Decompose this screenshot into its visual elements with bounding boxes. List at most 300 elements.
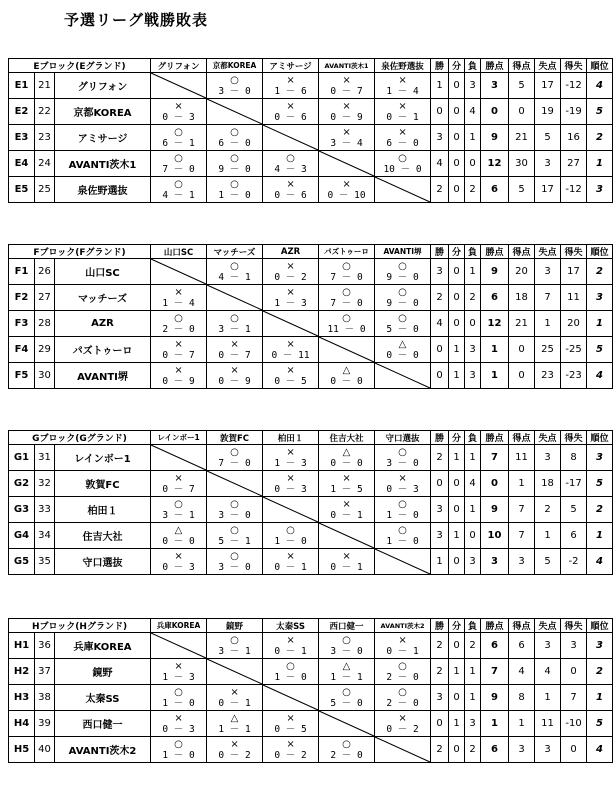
match-score: 2 － 0 [330, 749, 363, 761]
match-result-cell [207, 337, 263, 363]
stat-goal-diff: 16 [561, 125, 587, 151]
stat-rank: 1 [587, 151, 613, 177]
table-row [9, 445, 613, 471]
result-mark: × [286, 286, 295, 298]
table-row [9, 471, 613, 497]
row-id: G5 [9, 549, 35, 575]
match-result-cell [151, 177, 207, 203]
stat-rank: 2 [587, 659, 613, 685]
match-score: 1 － 0 [218, 189, 251, 201]
block-label: Eブロック(Eグランド) [9, 59, 151, 73]
stat-draws: 1 [449, 363, 465, 389]
team-name: AVANTI堺 [55, 363, 151, 389]
header-stat: 分 [449, 59, 465, 73]
match-result-cell [319, 737, 375, 763]
result-mark: ○ [230, 524, 239, 536]
header-stat: 勝点 [481, 619, 509, 633]
match-result-cell [319, 259, 375, 285]
self-match-cell [319, 337, 375, 363]
match-score: 0 － 1 [330, 509, 363, 521]
stat-goal-diff: 17 [561, 259, 587, 285]
result-mark: ○ [174, 152, 183, 164]
block-label: Gブロック(Gグランド) [9, 431, 151, 445]
match-result-cell [375, 471, 431, 497]
stat-goals-for: 0 [509, 337, 535, 363]
table-row [9, 259, 613, 285]
header-stat: 得失 [561, 245, 587, 259]
stat-draws: 0 [449, 99, 465, 125]
match-score: 3 － 0 [218, 561, 251, 573]
header-team: AZR [263, 245, 319, 259]
stat-wins: 2 [431, 285, 449, 311]
result-mark: × [230, 738, 239, 750]
row-number: 27 [35, 285, 55, 311]
stat-goals-for: 5 [509, 73, 535, 99]
stat-draws: 0 [449, 549, 465, 575]
stat-goals-against: 11 [535, 711, 561, 737]
header-stat: 得失 [561, 619, 587, 633]
match-result-cell [207, 523, 263, 549]
match-score: 11 － 0 [327, 323, 366, 335]
match-result-cell [207, 685, 263, 711]
stat-losses: 1 [465, 259, 481, 285]
table-row [9, 337, 613, 363]
self-match-cell [375, 549, 431, 575]
row-number: 39 [35, 711, 55, 737]
match-result-cell [151, 711, 207, 737]
team-name: アミサージ [55, 125, 151, 151]
match-score: 0 － 1 [274, 645, 307, 657]
self-match-cell [263, 311, 319, 337]
row-number: 37 [35, 659, 55, 685]
match-result-cell [263, 523, 319, 549]
stat-draws: 1 [449, 659, 465, 685]
header-stat: 負 [465, 245, 481, 259]
match-score: 0 － 1 [386, 645, 419, 657]
result-mark: ○ [174, 686, 183, 698]
match-result-cell [207, 125, 263, 151]
team-name: AVANTI茨木1 [55, 151, 151, 177]
stat-draws: 0 [449, 471, 465, 497]
self-match-cell [375, 363, 431, 389]
match-score: 0 － 3 [162, 723, 195, 735]
row-number: 32 [35, 471, 55, 497]
match-result-cell [375, 523, 431, 549]
match-score: 2 － 0 [162, 323, 195, 335]
header-stat: 分 [449, 245, 465, 259]
header-stat: 失点 [535, 245, 561, 259]
match-result-cell [375, 99, 431, 125]
stat-points: 7 [481, 659, 509, 685]
match-score: 0 － 11 [271, 349, 310, 361]
match-score: 1 － 0 [386, 535, 419, 547]
row-id: H3 [9, 685, 35, 711]
result-mark: ○ [398, 312, 407, 324]
result-mark: ○ [230, 74, 239, 86]
stat-goals-against: 3 [535, 259, 561, 285]
stat-draws: 1 [449, 523, 465, 549]
stat-rank: 3 [587, 177, 613, 203]
stat-losses: 4 [465, 99, 481, 125]
match-result-cell [263, 363, 319, 389]
match-result-cell [375, 73, 431, 99]
table-row [9, 285, 613, 311]
stat-rank: 4 [587, 73, 613, 99]
stat-wins: 4 [431, 311, 449, 337]
match-score: 0 － 9 [162, 375, 195, 387]
match-result-cell [263, 633, 319, 659]
result-mark: × [286, 338, 295, 350]
team-name: 西口健一 [55, 711, 151, 737]
stat-draws: 0 [449, 497, 465, 523]
result-mark: × [342, 498, 351, 510]
match-score: 0 － 3 [162, 561, 195, 573]
row-number: 22 [35, 99, 55, 125]
self-match-cell [151, 73, 207, 99]
header-stat: 負 [465, 59, 481, 73]
match-score: 1 － 0 [274, 671, 307, 683]
match-score: 1 － 0 [162, 749, 195, 761]
match-score: 3 － 1 [162, 509, 195, 521]
stat-wins: 3 [431, 497, 449, 523]
stat-wins: 1 [431, 549, 449, 575]
match-score: 0 － 3 [274, 483, 307, 495]
result-mark: × [286, 634, 295, 646]
match-score: 1 － 3 [274, 457, 307, 469]
result-mark: × [174, 660, 183, 672]
stat-points: 9 [481, 259, 509, 285]
match-result-cell [263, 99, 319, 125]
result-mark: ○ [398, 286, 407, 298]
match-score: 10 － 0 [383, 163, 422, 175]
match-score: 0 － 7 [330, 85, 363, 97]
stat-wins: 0 [431, 337, 449, 363]
table-row [9, 363, 613, 389]
stat-losses: 1 [465, 125, 481, 151]
stat-points: 10 [481, 523, 509, 549]
header-team: AVANTI茨木2 [375, 619, 431, 633]
team-name: パズトゥーロ [55, 337, 151, 363]
row-id: E2 [9, 99, 35, 125]
match-result-cell [151, 311, 207, 337]
match-score: 6 － 0 [386, 137, 419, 149]
match-result-cell [151, 151, 207, 177]
row-id: F2 [9, 285, 35, 311]
result-mark: ○ [398, 446, 407, 458]
row-number: 23 [35, 125, 55, 151]
result-mark: ○ [342, 634, 351, 646]
match-result-cell [151, 337, 207, 363]
match-score: 0 － 9 [330, 111, 363, 123]
match-score: 1 － 0 [162, 697, 195, 709]
header-stat: 勝 [431, 619, 449, 633]
stat-points: 3 [481, 73, 509, 99]
header-stat: 順位 [587, 431, 613, 445]
match-result-cell [375, 685, 431, 711]
result-mark: × [342, 74, 351, 86]
self-match-cell [375, 177, 431, 203]
self-match-cell [263, 685, 319, 711]
stat-goal-diff: -12 [561, 73, 587, 99]
result-mark: ○ [398, 686, 407, 698]
header-team: 守口選抜 [375, 431, 431, 445]
row-id: G3 [9, 497, 35, 523]
match-result-cell [263, 177, 319, 203]
table-row [9, 711, 613, 737]
result-mark: × [286, 446, 295, 458]
header-team: パズトゥーロ [319, 245, 375, 259]
result-mark: ○ [398, 660, 407, 672]
row-id: E1 [9, 73, 35, 99]
result-mark: ○ [342, 286, 351, 298]
stat-wins: 3 [431, 259, 449, 285]
stat-draws: 0 [449, 685, 465, 711]
stat-rank: 4 [587, 549, 613, 575]
row-number: 25 [35, 177, 55, 203]
header-stat: 順位 [587, 59, 613, 73]
table-row [9, 73, 613, 99]
stat-goals-for: 18 [509, 285, 535, 311]
result-mark: ○ [230, 498, 239, 510]
header-team: 兵庫KOREA [151, 619, 207, 633]
result-mark: ○ [230, 312, 239, 324]
stat-goal-diff: 3 [561, 633, 587, 659]
table-row [9, 311, 613, 337]
stat-losses: 0 [465, 151, 481, 177]
match-result-cell [151, 471, 207, 497]
self-match-cell [151, 259, 207, 285]
header-stat: 順位 [587, 619, 613, 633]
result-mark: × [174, 550, 183, 562]
row-number: 36 [35, 633, 55, 659]
stat-wins: 0 [431, 471, 449, 497]
stat-wins: 3 [431, 125, 449, 151]
row-id: F1 [9, 259, 35, 285]
match-score: 1 － 0 [386, 509, 419, 521]
stat-points: 6 [481, 285, 509, 311]
stat-rank: 2 [587, 259, 613, 285]
result-mark: △ [398, 338, 407, 350]
header-team: 柏田１ [263, 431, 319, 445]
match-result-cell [151, 549, 207, 575]
row-id: G4 [9, 523, 35, 549]
stat-goals-for: 20 [509, 259, 535, 285]
result-mark: × [398, 634, 407, 646]
match-score: 3 － 0 [330, 645, 363, 657]
stat-rank: 5 [587, 337, 613, 363]
header-stat: 分 [449, 619, 465, 633]
stat-rank: 3 [587, 445, 613, 471]
stat-goals-for: 21 [509, 311, 535, 337]
table-row [9, 633, 613, 659]
self-match-cell [375, 737, 431, 763]
match-result-cell [207, 259, 263, 285]
self-match-cell [319, 711, 375, 737]
stat-draws: 0 [449, 73, 465, 99]
match-score: 1 － 1 [218, 723, 251, 735]
result-mark: ○ [286, 524, 295, 536]
match-result-cell [375, 285, 431, 311]
match-score: 0 － 0 [330, 375, 363, 387]
match-result-cell [375, 633, 431, 659]
result-mark: ○ [230, 550, 239, 562]
result-mark: × [398, 712, 407, 724]
table-row [9, 685, 613, 711]
match-score: 9 － 0 [218, 163, 251, 175]
match-result-cell [207, 711, 263, 737]
team-name: マッチーズ [55, 285, 151, 311]
stat-losses: 3 [465, 73, 481, 99]
match-score: 0 － 1 [274, 561, 307, 573]
result-mark: × [286, 472, 295, 484]
stat-losses: 2 [465, 737, 481, 763]
header-stat: 得失 [561, 431, 587, 445]
row-id: F5 [9, 363, 35, 389]
table-row [9, 659, 613, 685]
match-score: 1 － 1 [330, 671, 363, 683]
match-score: 3 － 0 [218, 509, 251, 521]
match-score: 0 － 0 [386, 349, 419, 361]
match-result-cell [319, 685, 375, 711]
header-team: 山口SC [151, 245, 207, 259]
header-stat: 得点 [509, 619, 535, 633]
result-mark: × [398, 126, 407, 138]
match-score: 4 － 3 [274, 163, 307, 175]
result-mark: ○ [174, 738, 183, 750]
stat-losses: 3 [465, 549, 481, 575]
row-number: 21 [35, 73, 55, 99]
stat-wins: 2 [431, 659, 449, 685]
stat-points: 1 [481, 363, 509, 389]
team-name: 柏田１ [55, 497, 151, 523]
stat-draws: 0 [449, 633, 465, 659]
stat-draws: 0 [449, 285, 465, 311]
header-stat: 失点 [535, 619, 561, 633]
stat-losses: 1 [465, 497, 481, 523]
stat-goals-for: 6 [509, 633, 535, 659]
match-result-cell [151, 523, 207, 549]
match-result-cell [207, 497, 263, 523]
match-result-cell [375, 151, 431, 177]
stat-goals-against: 4 [535, 659, 561, 685]
result-mark: × [398, 472, 407, 484]
match-score: 0 － 1 [218, 697, 251, 709]
self-match-cell [207, 471, 263, 497]
match-score: 0 － 0 [330, 457, 363, 469]
result-mark: × [286, 178, 295, 190]
result-mark: × [174, 472, 183, 484]
team-name: AZR [55, 311, 151, 337]
stat-wins: 4 [431, 151, 449, 177]
match-result-cell [151, 285, 207, 311]
match-result-cell [263, 737, 319, 763]
stat-goals-against: 1 [535, 311, 561, 337]
header-team: グリフォン [151, 59, 207, 73]
header-stat: 勝 [431, 431, 449, 445]
match-score: 1 － 3 [274, 297, 307, 309]
row-id: H1 [9, 633, 35, 659]
stat-goals-for: 3 [509, 549, 535, 575]
result-mark: × [174, 338, 183, 350]
result-mark: × [174, 100, 183, 112]
page-title: 予選リーグ戦勝敗表 [64, 11, 209, 29]
stat-draws: 0 [449, 177, 465, 203]
stat-goals-against: 19 [535, 99, 561, 125]
result-mark: × [174, 712, 183, 724]
match-result-cell [319, 497, 375, 523]
result-mark: ○ [342, 686, 351, 698]
stat-goal-diff: 7 [561, 685, 587, 711]
team-name: 鏡野 [55, 659, 151, 685]
stat-goals-for: 7 [509, 523, 535, 549]
match-result-cell [319, 633, 375, 659]
stat-rank: 2 [587, 125, 613, 151]
stat-goals-for: 8 [509, 685, 535, 711]
match-score: 0 － 1 [330, 561, 363, 573]
self-match-cell [263, 497, 319, 523]
match-score: 3 － 4 [330, 137, 363, 149]
team-name: 住吉大社 [55, 523, 151, 549]
row-number: 24 [35, 151, 55, 177]
match-score: 0 － 1 [386, 111, 419, 123]
stat-points: 9 [481, 497, 509, 523]
row-number: 28 [35, 311, 55, 337]
stat-wins: 2 [431, 177, 449, 203]
table-row [9, 177, 613, 203]
stat-losses: 2 [465, 285, 481, 311]
match-result-cell [263, 259, 319, 285]
result-mark: ○ [230, 260, 239, 272]
stat-losses: 2 [465, 633, 481, 659]
team-name: グリフォン [55, 73, 151, 99]
team-name: 泉佐野選抜 [55, 177, 151, 203]
row-id: F4 [9, 337, 35, 363]
match-result-cell [263, 549, 319, 575]
table-row [9, 151, 613, 177]
stat-points: 0 [481, 99, 509, 125]
stat-losses: 3 [465, 337, 481, 363]
stat-goals-against: 17 [535, 177, 561, 203]
stat-points: 9 [481, 125, 509, 151]
match-result-cell [263, 471, 319, 497]
stat-draws: 0 [449, 311, 465, 337]
match-result-cell [375, 125, 431, 151]
team-name: 兵庫KOREA [55, 633, 151, 659]
header-team: 太秦SS [263, 619, 319, 633]
result-mark: × [342, 472, 351, 484]
result-mark: ○ [230, 152, 239, 164]
match-result-cell [319, 549, 375, 575]
match-result-cell [151, 125, 207, 151]
stat-goals-for: 21 [509, 125, 535, 151]
header-stat: 負 [465, 619, 481, 633]
table-row [9, 125, 613, 151]
header-stat: 順位 [587, 245, 613, 259]
stat-goals-against: 3 [535, 737, 561, 763]
stat-losses: 3 [465, 711, 481, 737]
match-score: 4 － 1 [218, 271, 251, 283]
header-stat: 得点 [509, 245, 535, 259]
result-mark: ○ [286, 660, 295, 672]
match-score: 1 － 6 [274, 85, 307, 97]
result-mark: ○ [398, 152, 407, 164]
header-team: 京都KOREA [207, 59, 263, 73]
match-result-cell [207, 737, 263, 763]
result-mark: × [230, 338, 239, 350]
match-result-cell [319, 177, 375, 203]
stat-points: 6 [481, 177, 509, 203]
stat-points: 6 [481, 737, 509, 763]
